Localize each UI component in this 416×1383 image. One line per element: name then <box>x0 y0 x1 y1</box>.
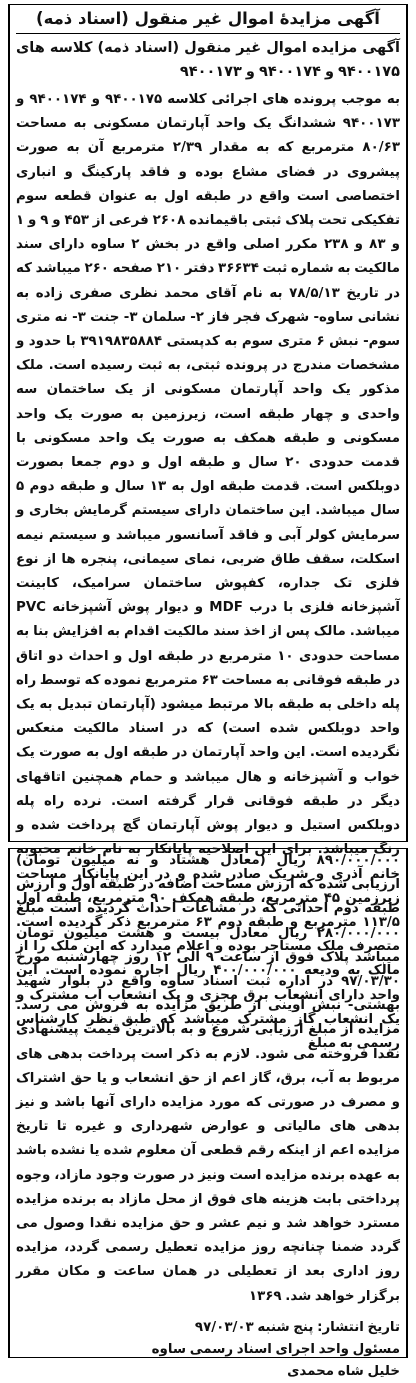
notice-footer <box>16 1317 400 1383</box>
issuing-office: مسئول واحد اجرای اسناد رسمی ساوه <box>151 1341 400 1357</box>
notice-subtitle: آگهی مزایده اموال غیر منقول (اسناد ذمه) کلاسه های ۹۴۰۰۱۷۵ و ۹۴۰۰۱۷۴ و ۹۴۰۰۱۷۳ <box>16 40 400 80</box>
notice-title: آگهی مزایدهٔ اموال غیر منقول (اسناد ذمه) <box>16 5 400 34</box>
notice-top-section <box>8 4 408 1051</box>
publication-date: تاریخ انتشار: پنج شنبه ۹۷/۰۳/۰۳ <box>194 1319 400 1335</box>
notice-bottom-section <box>8 848 408 1379</box>
notice-body-bottom: ۸۹۰/۰۰۰/۰۰۰ ریال (معادل هشتاد و نه میلیون تومان) ارزیابی شده که ارزش مساحت اضافه در طبقه اول و ارزش طبقه دوم احداثی که در مشاعات احداث گردیده است مبلغ ۲۸۰/۰۰۰/۰۰۰ ریال معادل بیست و هشت میلیون تومان میباشد پلاک فوق از ساعت ۹ الی ۱۲ روز چهارشنبه مورخ ۹۷/۰۳/۳۰ در اداره ثبت اسناد ساوه واقع در بلوار شهید بهشتی- نبش آوینی از طریق مزایده به فروش می رسد. مزایده از مبلغ ارزیابی شروع و به بالاترین قیمت پیشنهادی نقدا فروخته می شود. لازم به ذکر است پرداخت بدهی های مربوط به آب، برق، گاز اعم از حق انشعاب و یا حق اشتراک و مصرف در صورتی که مورد مزایده دارای آنها باشد و نیز بدهی های مالیاتی و عوارض شهرداری و غیره تا تاریخ مزایده اعم از اینکه رقم قطعی آن معلوم شده یا نشده باشد به عهده برنده مزایده است ونیز در صورت وجود مازاد، وجوه پرداختی بابت هزینه های فوق از محل مازاد به برنده مزایده مسترد خواهد شد و نیم عشر و حق مزایده نقدا وصول می گردد ضمنا چنانچه روز مزایده تعطیل رسمی گردد، مزایده روز اداری بعد از تعطیلی در همان ساعت و مکان مقرر برگزار خواهد شد. ۱۳۶۹ <box>16 853 400 1304</box>
official-name: خلیل شاه محمدی <box>287 1363 400 1379</box>
notice-body-top: به موجب پرونده های اجرائی کلاسه ۹۴۰۰۱۷۵ و ۹۴۰۰۱۷۴ و ۹۴۰۰۱۷۳ ششدانگ یک واحد آپارتمان مسکونی به مساحت ۸۰/۶۳ مترمربع که به مقدار ۲/۳۹ مترمربع آن به صورت پیشروی در فضای مشاع بوده و فاقد پارکینگ و انباری اختصاصی است واقع در طبقه اول به عنوان قطعه سوم تفکیکی تحت پلاک ثبتی باقیمانده ۲۶۰۸ فرعی از ۴۵۳ و ۹ و ۱ و ۸۳ و ۲۳۸ مکرر اصلی واقع در بخش ۲ ساوه دارای سند مالکیت به شماره ثبت ۳۶۶۳۴ دفتر ۲۱۰ صفحه ۲۶۰ میباشد که در تاریخ ۷۸/۵/۱۳ به نام آقای محمد نظری صفری زاده به نشانی ساوه- شهرک فجر فاز ۲- سلمان ۳- جنت ۳- نه متری سوم- نبش ۶ متری سوم به کدپستی ۳۹۱۹۸۳۵۸۸۴ با حدود و مشخصات مندرج در پرونده ثبتی، به ثبت رسیده است. ملک مذکور یک واحد آپارتمان مسکونی از یک ساختمان سه واحدی و چهار طبقه است، زیرزمین به صورت یک واحد مسکونی و طبقه همکف به صورت یک واحد مسکونی با قدمت حدودی ۲۰ سال و طبقه اول و دوم جمعا بصورت دوبلکس است. قدمت طبقه اول به ۱۳ سال و طبقه دوم ۵ سال میباشد. این ساختمان دارای سیستم گرمایش بخاری و سرمایش کولر آبی و فاقد آسانسور میباشد و سیستم نیمه اسکلت، سقف طاق ضربی، نمای سیمانی، پنجره ها از نوع فلزی تک جداره، کفپوش ساختمان سرامیک، کابینت آشپزخانه فلزی با درب MDF و دیوار پوش آشپزخانه PVC میباشد. مالک پس از اخذ سند مالکیت اقدام به افزایش بنا به مساحت حدودی ۱۰ مترمربع در طبقه اول و احداث دو اتاق در طبقه فوقانی به مساحت ۶۳ مترمربع نموده که توسط راه پله داخلی به طبقه بالا مرتبط میشود (آپارتمان تبدیل به یک واحد دوبلکس شده است) که در اسناد مالکیت منعکس نگردیده است. این واحد آپارتمان در طبقه اول به صورت یک خواب و آشپزخانه و هال میباشد و حمام همچنین اتاقهای دیگر در طبقه فوقانی قرار گرفته است. نرده راه پله دوبلکس استیل و دیوار پوش آپارتمان گچ پرداخت شده و رنگ میباشد. برای این اصلاحیه پایانکار به نام خانم محبوبه خانم آذری و شریک صادر شده و در این پایانکار مساحت زیرزمین ۴۵ مترمربع، طبقه همکف ۹۰ مترمربع، طبقه اول ۱۱۳/۵ مترمربع و طبقه دوم ۶۳ مترمربع ذکر گردیده است. متصرف ملک مستاجر بوده و اعلام میدارد که این ملک را از مالک به ودیعه ۴۰۰/۰۰۰/۰۰۰ ریال اجاره نموده است. این واحد دارای انشعاب برق مجزی و یک انشعاب آب مشترک و یک انشعاب گاز مشترک میباشد که طبق نظر کارشناس رسمی به مبلغ <box>16 92 401 1051</box>
